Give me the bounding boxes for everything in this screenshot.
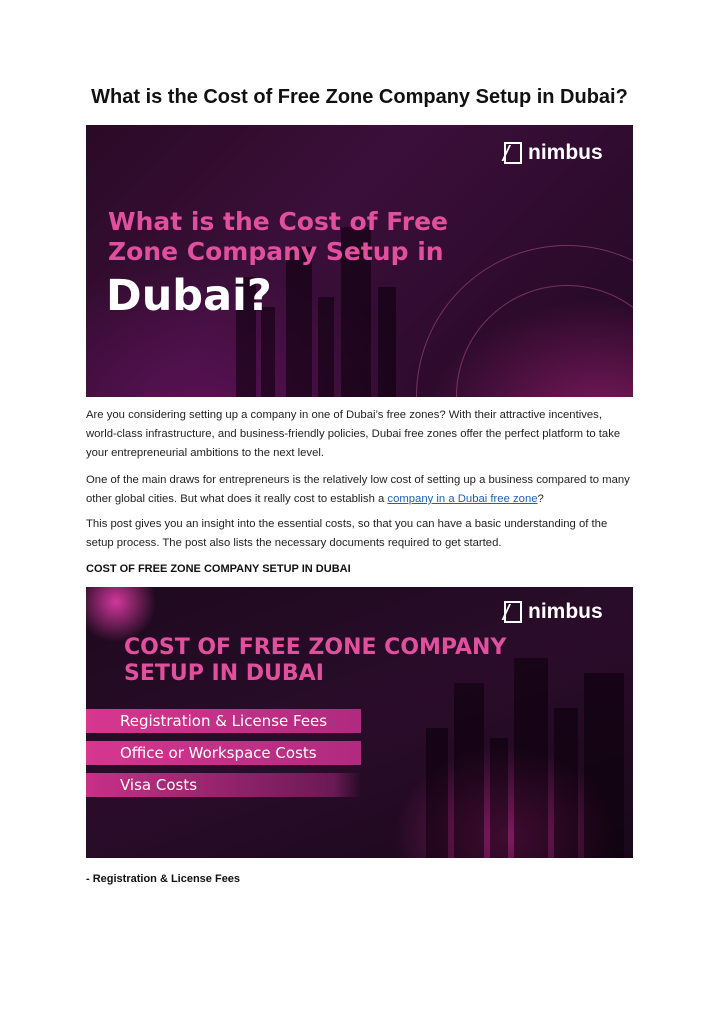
building-silhouette <box>286 247 312 397</box>
logo-text: nimbus <box>528 141 603 164</box>
building-silhouette <box>514 658 548 858</box>
building-silhouette <box>378 287 396 397</box>
insight-paragraph: This post gives you an insight into the essential costs, so that you can have a basic understanding of the setup process. The post also lists the necessary documents required to get started. <box>86 518 608 549</box>
nimbus-logo-icon <box>504 601 522 623</box>
building-silhouette <box>584 673 624 858</box>
nimbus-logo <box>504 141 603 165</box>
cost-paragraph-text: One of the main draws for entrepreneurs is the relatively low cost of setting up a business compared to many other global cities. But what does it really cost to establish a <box>86 474 630 505</box>
building-silhouette <box>318 297 334 397</box>
page-title: What is the Cost of Free Zone Company Setup in Dubai? <box>91 86 628 108</box>
section-heading: COST OF FREE ZONE COMPANY SETUP IN DUBAI <box>86 563 351 575</box>
nimbus-logo-icon <box>504 142 522 164</box>
hero-banner-image <box>86 125 633 397</box>
nimbus-logo <box>504 600 603 624</box>
building-silhouette <box>454 683 484 858</box>
building-silhouette <box>490 738 508 858</box>
intro-paragraph: Are you considering setting up a company in one of Dubai’s free zones? With their attractive incentives, world-class infrastructure, and business-friendly policies, Dubai free zones offer the perfect platform to take your entrepreneurial ambitions to the next level. <box>86 409 621 459</box>
cost-paragraph-end: ? <box>537 493 544 505</box>
cost-item-office: Office or Workspace Costs <box>86 741 361 765</box>
building-silhouette <box>426 728 448 858</box>
subsection-heading: - Registration & License Fees <box>86 873 241 885</box>
banner-headline: What is the Cost of Free Zone Company Setup in <box>108 207 448 266</box>
building-silhouette <box>554 708 578 858</box>
cost-banner-image <box>86 587 633 858</box>
free-zone-company-link[interactable]: company in a Dubai free zone <box>387 493 538 505</box>
banner-headline-big: Dubai? <box>106 271 272 321</box>
cost-item-visa: Visa Costs <box>86 773 361 797</box>
cost-paragraph <box>86 471 634 509</box>
cost-item-registration: Registration & License Fees <box>86 709 361 733</box>
logo-text: nimbus <box>528 600 603 623</box>
banner-headline: COST OF FREE ZONE COMPANY SETUP IN DUBAI <box>124 635 507 687</box>
